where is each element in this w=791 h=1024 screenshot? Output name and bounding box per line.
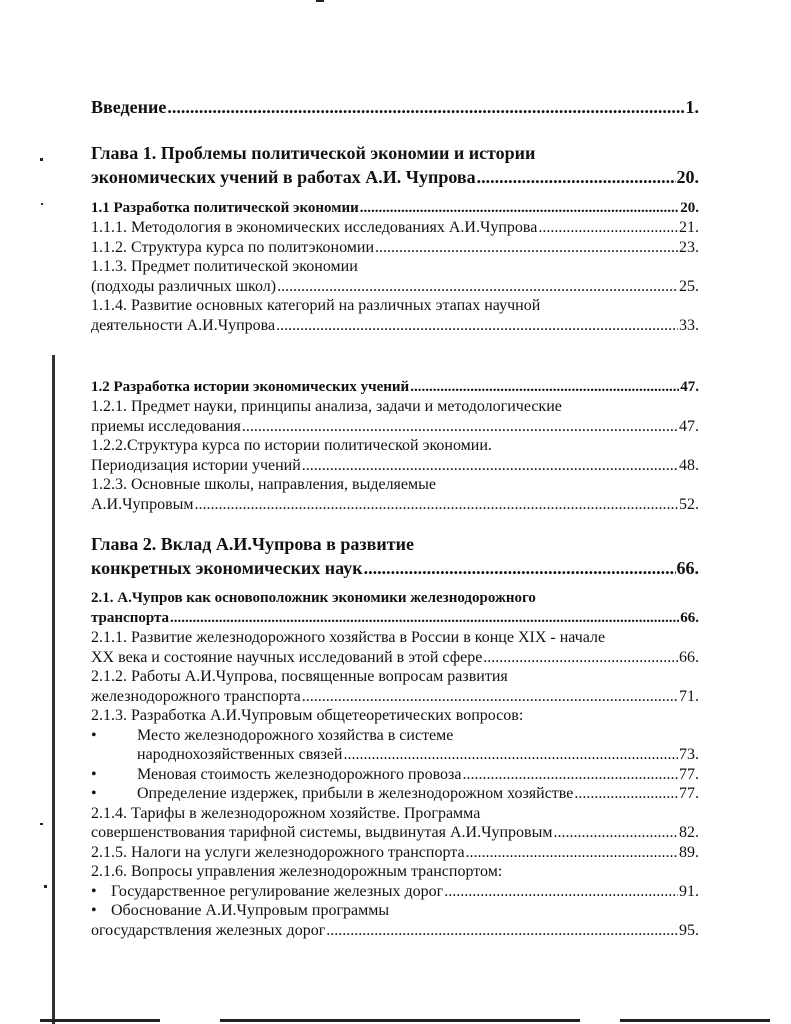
toc-entry-chapter-1 (91, 165, 699, 189)
scan-mark (44, 885, 47, 888)
entry-title: А.И.Чупровым (91, 495, 194, 513)
scan-mark (40, 158, 43, 161)
dot-leader (302, 687, 678, 707)
entry-title: народнохозяйственных связей (137, 746, 343, 763)
page-number: 89. (679, 843, 699, 861)
dot-leader (466, 843, 678, 863)
page-number: 47. (679, 417, 699, 435)
toc-entry-1-1-1 (91, 218, 699, 238)
bullet-item (91, 784, 699, 804)
scan-edge-bottom (40, 1019, 160, 1022)
scan-edge-top (316, 0, 324, 2)
toc-entry-2-1-2 (91, 687, 699, 707)
page-number: 66. (679, 648, 699, 666)
table-of-contents (91, 95, 699, 940)
page-number: 73. (679, 746, 699, 763)
scan-edge-bottom (220, 1019, 580, 1022)
bullet-item-continuation (91, 921, 699, 941)
toc-entry-chapter-2 (91, 556, 699, 580)
page-number: 21. (679, 219, 699, 236)
toc-entry-1-2-3-line1: 1.2.3. Основные школы, направления, выделяемые (91, 476, 436, 493)
page-number: 20. (680, 200, 699, 216)
toc-entry-1-1-4 (91, 316, 699, 336)
dot-leader (538, 218, 678, 238)
entry-title: Периодизация истории учений (91, 456, 301, 474)
page-number: 82. (679, 824, 699, 841)
toc-entry-2-1-2-line1: 2.1.2. Работы А.И.Чупрова, посвященные вопросам развития (91, 668, 508, 685)
entry-title: совершенствования тарифной системы, выдвинутая А.И.Чупровым (91, 824, 553, 841)
dot-leader (462, 765, 678, 785)
toc-entry-1-1-2 (91, 238, 699, 258)
page-number: 91. (679, 882, 699, 900)
entry-title: приемы исследования (91, 417, 241, 435)
scan-mark (41, 203, 43, 205)
toc-entry-1-2-3 (91, 495, 699, 515)
bullet-icon: • (91, 765, 97, 783)
entry-title: Обоснование А.И.Чупровым программы (111, 902, 390, 919)
scan-mark (40, 823, 43, 825)
bullet-item (91, 882, 699, 902)
bullet-icon: • (91, 726, 97, 744)
toc-entry-section-1-2 (91, 377, 699, 397)
page-number: 95. (679, 921, 699, 939)
dot-leader (302, 456, 678, 476)
entry-title: огосударствления железных дорог (91, 921, 326, 939)
page-number: 71. (679, 687, 699, 705)
dot-leader (326, 921, 678, 941)
dot-leader (360, 198, 679, 218)
dot-leader (364, 556, 676, 580)
toc-entry-2-1-1-line1: 2.1.1. Развитие железнодорожного хозяйства в России в конце XIX - начале (91, 629, 606, 646)
page-number: 77. (679, 765, 699, 783)
entry-title: 1.1.2. Структура курса по политэкономии (91, 238, 375, 256)
dot-leader (276, 316, 678, 336)
entry-title: 1.1 Разработка политической экономии (91, 200, 359, 216)
toc-entry-2-1-1 (91, 648, 699, 668)
page-number: 77. (679, 785, 699, 802)
bullet-icon: • (91, 882, 97, 900)
page-number: 52. (679, 495, 699, 513)
toc-entry-1-2-2 (91, 456, 699, 476)
toc-entry-1-2-1 (91, 417, 699, 437)
entry-title: деятельности А.И.Чупрова (91, 316, 276, 334)
dot-leader (167, 95, 684, 119)
bullet-item-continuation (91, 745, 699, 765)
dot-leader (553, 823, 678, 843)
entry-title: конкретных экономических наук (91, 558, 363, 578)
page-number: 47. (680, 379, 699, 395)
entry-title: 2.1.5. Налоги на услуги железнодорожного транспорта (91, 843, 465, 861)
page-number: 25. (679, 277, 699, 295)
entry-title: Место железнодорожного хозяйства в системе (137, 726, 454, 744)
entry-title: железнодорожного транспорта (91, 687, 301, 705)
toc-entry-2-1-4 (91, 823, 699, 843)
toc-entry-2-1-3: 2.1.3. Разработка А.И.Чупровым общетеоретических вопросов: (91, 707, 524, 724)
bullet-item (91, 765, 699, 785)
chapter-2-title: Глава 2. Вклад А.И.Чупрова в развитие (91, 534, 414, 554)
entry-title: экономических учений в работах А.И. Чупрова (91, 167, 476, 187)
toc-entry-1-1-4-line1: 1.1.4. Развитие основных категорий на различных этапах научной (91, 297, 541, 314)
dot-leader (574, 784, 678, 804)
dot-leader (477, 165, 676, 189)
chapter-1-title: Глава 1. Проблемы политической экономии и истории (91, 143, 536, 163)
entry-title: (подходы различных школ) (91, 277, 277, 295)
page-number: 1. (685, 97, 699, 117)
toc-entry-2-1-6: 2.1.6. Вопросы управления железнодорожным транспортом: (91, 863, 503, 880)
page-number: 23. (679, 238, 699, 256)
toc-entry-1-1-3 (91, 277, 699, 297)
entry-title: Меновая стоимость железнодорожного провоза (137, 765, 462, 783)
page-number: 20. (676, 167, 699, 187)
scan-edge-bottom (620, 1019, 770, 1022)
scan-edge (52, 355, 55, 1024)
toc-entry-intro (91, 95, 699, 119)
dot-leader (483, 648, 678, 668)
bullet-item (91, 726, 699, 746)
dot-leader (444, 882, 678, 902)
bullet-icon: • (91, 785, 97, 802)
entry-title: Введение (91, 97, 167, 117)
dot-leader (343, 745, 678, 765)
entry-title: 1.1.1. Методология в экономических исследованиях А.И.Чупрова (91, 219, 538, 236)
toc-entry-section-1-1 (91, 198, 699, 218)
page-number: 48. (679, 456, 699, 474)
page-number: 66. (680, 610, 699, 626)
toc-entry-2-1-5 (91, 843, 699, 863)
toc-entry-1-1-3-line1: 1.1.3. Предмет политической экономии (91, 258, 358, 275)
entry-title: 1.2 Разработка истории экономических учений (91, 379, 410, 395)
entry-title: XX века и состояние научных исследований в этой сфере (91, 648, 483, 666)
toc-entry-1-2-2-line1: 1.2.2.Структура курса по истории политической экономии. (91, 437, 492, 454)
dot-leader (375, 238, 678, 258)
toc-entry-section-2-1 (91, 608, 699, 628)
dot-leader (242, 417, 678, 437)
toc-entry-1-2-1-line1: 1.2.1. Предмет науки, принципы анализа, задачи и методологические (91, 398, 562, 415)
dot-leader (195, 495, 679, 515)
section-2-1-title: 2.1. А.Чупров как основоположник экономики железнодорожного (91, 590, 536, 606)
dot-leader (410, 377, 679, 397)
entry-title: Государственное регулирование железных дорог (111, 882, 444, 900)
bullet-icon: • (91, 902, 97, 919)
bullet-item (91, 901, 699, 921)
dot-leader (170, 608, 679, 628)
dot-leader (277, 277, 678, 297)
page-number: 33. (679, 316, 699, 334)
page-number: 66. (676, 558, 699, 578)
toc-entry-2-1-4-line1: 2.1.4. Тарифы в железнодорожном хозяйстве. Программа (91, 804, 481, 822)
entry-title: транспорта (91, 610, 170, 626)
entry-title: Определение издержек, прибыли в железнодорожном хозяйстве (137, 785, 574, 802)
